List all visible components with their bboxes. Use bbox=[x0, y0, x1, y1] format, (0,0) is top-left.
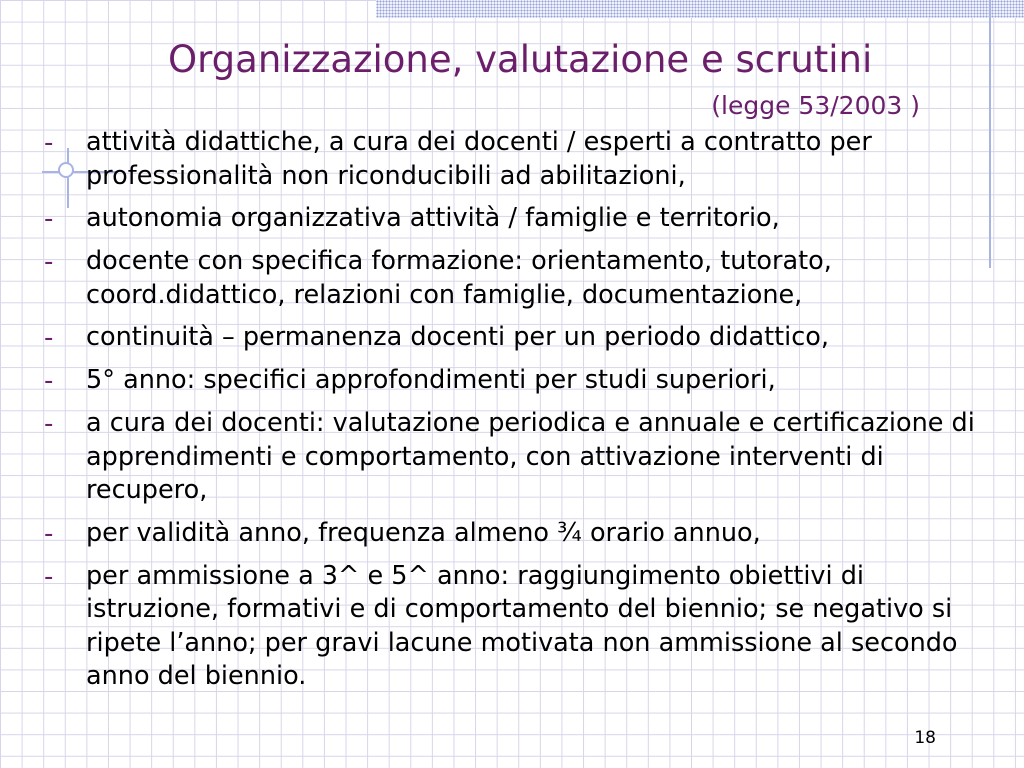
list-item bbox=[40, 202, 980, 236]
list-item bbox=[40, 517, 980, 551]
bullet-text: a cura dei docenti: valutazione periodica e annuale e certificazione di apprendimenti e comportamento, con attivazione interventi di recupero, bbox=[86, 408, 975, 505]
dash-bullet-icon: - bbox=[44, 518, 54, 549]
slide-subtitle: (legge 53/2003 ) bbox=[711, 91, 920, 120]
list-item bbox=[40, 126, 980, 193]
dash-bullet-icon: - bbox=[44, 247, 54, 277]
bullet-text: per ammissione a 3^ e 5^ anno: raggiungimento obiettivi di istruzione, formativi e di comportamento del biennio; se negativo si ripete l’anno; per gravi lacune motivata non ammissione al secondo anno del biennio. bbox=[86, 560, 958, 691]
bullet-text: autonomia organizzativa attività / famiglie e territorio, bbox=[86, 203, 780, 233]
page-number: 18 bbox=[914, 728, 936, 748]
top-decorative-band bbox=[376, 0, 1024, 18]
dash-bullet-icon: - bbox=[44, 323, 54, 353]
bullet-list bbox=[40, 126, 980, 703]
list-item bbox=[40, 364, 980, 398]
dash-bullet-icon: - bbox=[44, 204, 54, 234]
dash-bullet-icon: - bbox=[44, 561, 54, 592]
list-item bbox=[40, 560, 980, 694]
list-item bbox=[40, 407, 980, 508]
bullet-text: per validità anno, frequenza almeno ¾ orario annuo, bbox=[86, 517, 761, 548]
list-item bbox=[40, 245, 980, 312]
list-item bbox=[40, 321, 980, 355]
bullet-text: continuità – permanenza docenti per un periodo didattico, bbox=[86, 322, 829, 352]
bullet-text: docente con specifica formazione: orientamento, tutorato, coord.didattico, relazioni con famiglie, documentazione, bbox=[86, 246, 832, 310]
dash-bullet-icon: - bbox=[44, 409, 54, 439]
dash-bullet-icon: - bbox=[44, 128, 54, 158]
slide-title: Organizzazione, valutazione e scrutini bbox=[168, 38, 873, 81]
dash-bullet-icon: - bbox=[44, 366, 54, 396]
bullet-text: 5° anno: specifici approfondimenti per studi superiori, bbox=[86, 365, 776, 395]
bullet-text: attività didattiche, a cura dei docenti / esperti a contratto per professionalità non riconducibili ad abilitazioni, bbox=[86, 127, 872, 191]
right-accent-line bbox=[989, 0, 991, 268]
